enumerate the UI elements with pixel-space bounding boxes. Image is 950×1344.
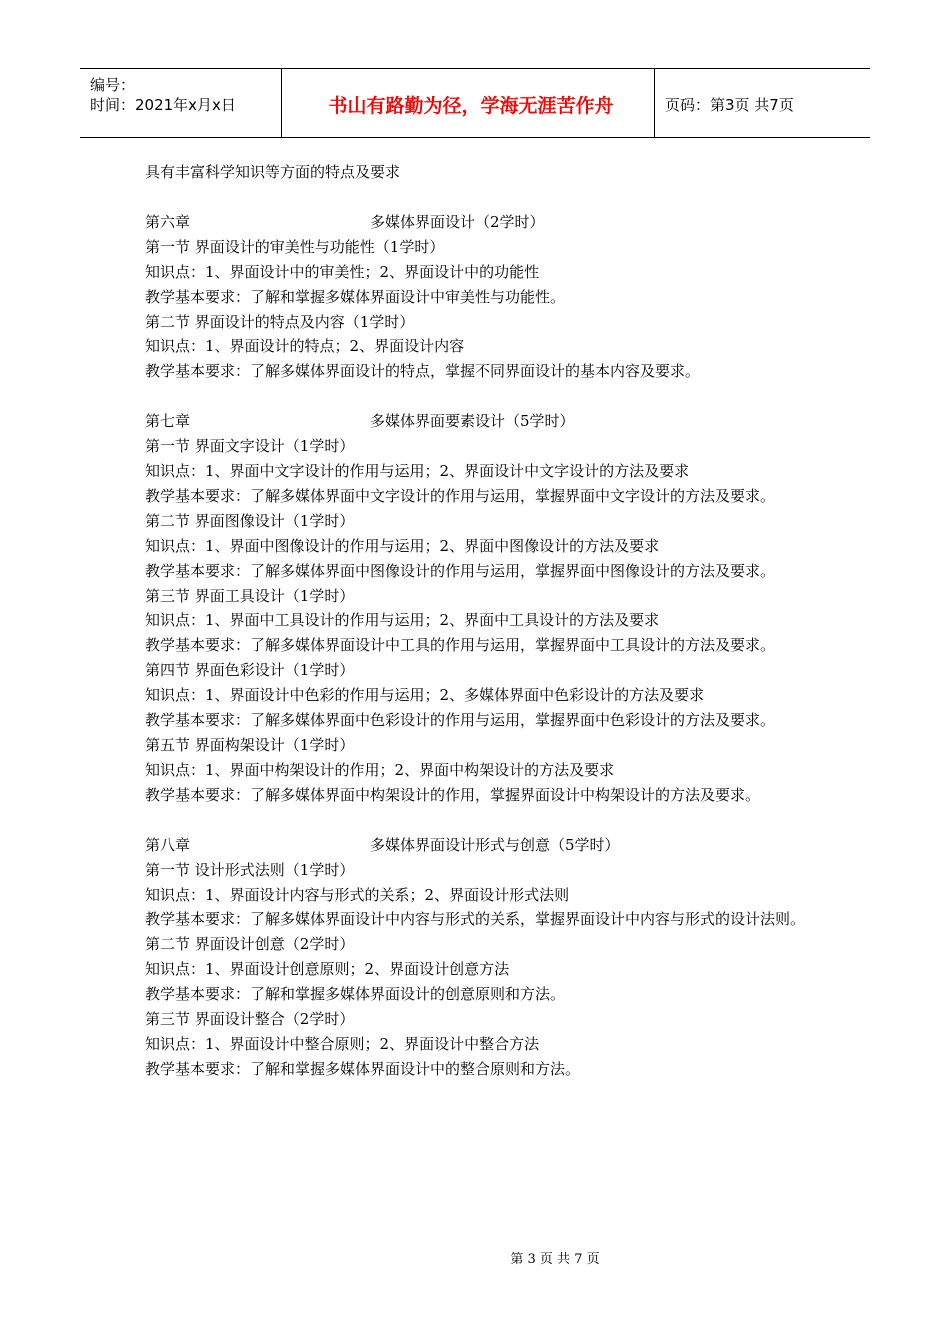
page-footer: 第 3 页 共 7 页 — [510, 1252, 600, 1267]
number-label: 编号： — [90, 76, 136, 94]
knowledge-points: 知识点：1、界面中工具设计的作用与运用；2、界面中工具设计的方法及要求 — [145, 611, 660, 630]
chapter-number: 第七章 — [145, 412, 191, 431]
knowledge-points: 知识点：1、界面设计中色彩的作用与运用；2、多媒体界面中色彩设计的方法及要求 — [145, 686, 705, 705]
knowledge-points: 知识点：1、界面设计中整合原则；2、界面设计中整合方法 — [145, 1034, 540, 1053]
chapter-title: 多媒体界面要素设计（5学时） — [370, 412, 575, 431]
chapter-title: 多媒体界面设计形式与创意（5学时） — [370, 835, 620, 854]
document-body — [145, 160, 815, 1082]
knowledge-points: 知识点：1、界面中图像设计的作用与运用；2、界面中图像设计的方法及要求 — [145, 536, 660, 555]
section-heading: 第三节 界面设计整合（2学时） — [145, 1010, 355, 1029]
teaching-requirements: 教学基本要求：了解多媒体界面中色彩设计的作用与运用，掌握界面中色彩设计的方法及要求。 — [145, 711, 776, 730]
knowledge-points: 知识点：1、界面设计的特点；2、界面设计内容 — [145, 337, 465, 356]
header-divider — [281, 69, 282, 137]
teaching-requirements: 教学基本要求：了解多媒体界面设计的特点，掌握不同界面设计的基本内容及要求。 — [145, 362, 701, 381]
teaching-requirements: 教学基本要求：了解多媒体界面中文字设计的作用与运用，掌握界面中文字设计的方法及要求。 — [145, 486, 776, 505]
section-heading: 第一节 界面设计的审美性与功能性（1学时） — [145, 237, 445, 256]
chapter-heading — [145, 409, 815, 434]
section-heading: 第二节 界面设计的特点及内容（1学时） — [145, 312, 415, 331]
intro-text: 具有丰富科学知识等方面的特点及要求 — [145, 163, 401, 181]
section-heading: 第五节 界面构架设计（1学时） — [145, 736, 355, 754]
teaching-requirements: 教学基本要求：了解和掌握多媒体界面设计中审美性与功能性。 — [145, 287, 566, 306]
section-heading: 第三节 界面工具设计（1学时） — [145, 586, 355, 605]
section-heading: 第二节 界面图像设计（1学时） — [145, 511, 355, 530]
page-header — [80, 68, 870, 138]
teaching-requirements: 教学基本要求：了解和掌握多媒体界面设计中的整合原则和方法。 — [145, 1059, 581, 1078]
header-page-info: 页码：第3页 共7页 — [665, 96, 794, 114]
teaching-requirements: 教学基本要求：了解和掌握多媒体界面设计的创意原则和方法。 — [145, 985, 566, 1004]
date-label: 时间：2021年x月x日 — [90, 96, 236, 114]
header-motto: 书山有路勤为径，学海无涯苦作舟 — [328, 95, 614, 117]
chapter-heading — [145, 210, 815, 235]
teaching-requirements: 教学基本要求：了解多媒体界面中构架设计的作用，掌握界面设计中构架设计的方法及要求。 — [145, 785, 761, 804]
section-heading: 第一节 界面文字设计（1学时） — [145, 437, 355, 456]
knowledge-points: 知识点：1、界面设计创意原则；2、界面设计创意方法 — [145, 960, 510, 979]
teaching-requirements: 教学基本要求：了解多媒体界面中图像设计的作用与运用，掌握界面中图像设计的方法及要求。 — [145, 561, 776, 580]
knowledge-points: 知识点：1、界面中文字设计的作用与运用；2、界面设计中文字设计的方法及要求 — [145, 462, 690, 481]
header-divider — [654, 69, 655, 137]
chapter-title: 多媒体界面设计（2学时） — [370, 212, 545, 231]
teaching-requirements: 教学基本要求：了解多媒体界面设计中工具的作用与运用，掌握界面中工具设计的方法及要求。 — [145, 636, 776, 655]
chapter-number: 第八章 — [145, 835, 191, 854]
section-heading: 第四节 界面色彩设计（1学时） — [145, 661, 355, 680]
header-meta — [90, 75, 236, 115]
chapter-number: 第六章 — [145, 212, 191, 231]
knowledge-points: 知识点：1、界面中构架设计的作用；2、界面中构架设计的方法及要求 — [145, 760, 615, 779]
section-heading: 第二节 界面设计创意（2学时） — [145, 935, 355, 954]
knowledge-points: 知识点：1、界面设计内容与形式的关系；2、界面设计形式法则 — [145, 885, 570, 904]
section-heading: 第一节 设计形式法则（1学时） — [145, 860, 355, 879]
chapter-heading — [145, 833, 815, 858]
knowledge-points: 知识点：1、界面设计中的审美性；2、界面设计中的功能性 — [145, 262, 540, 281]
teaching-requirements: 教学基本要求：了解多媒体界面设计中内容与形式的关系，掌握界面设计中内容与形式的设计法则。 — [145, 910, 806, 929]
